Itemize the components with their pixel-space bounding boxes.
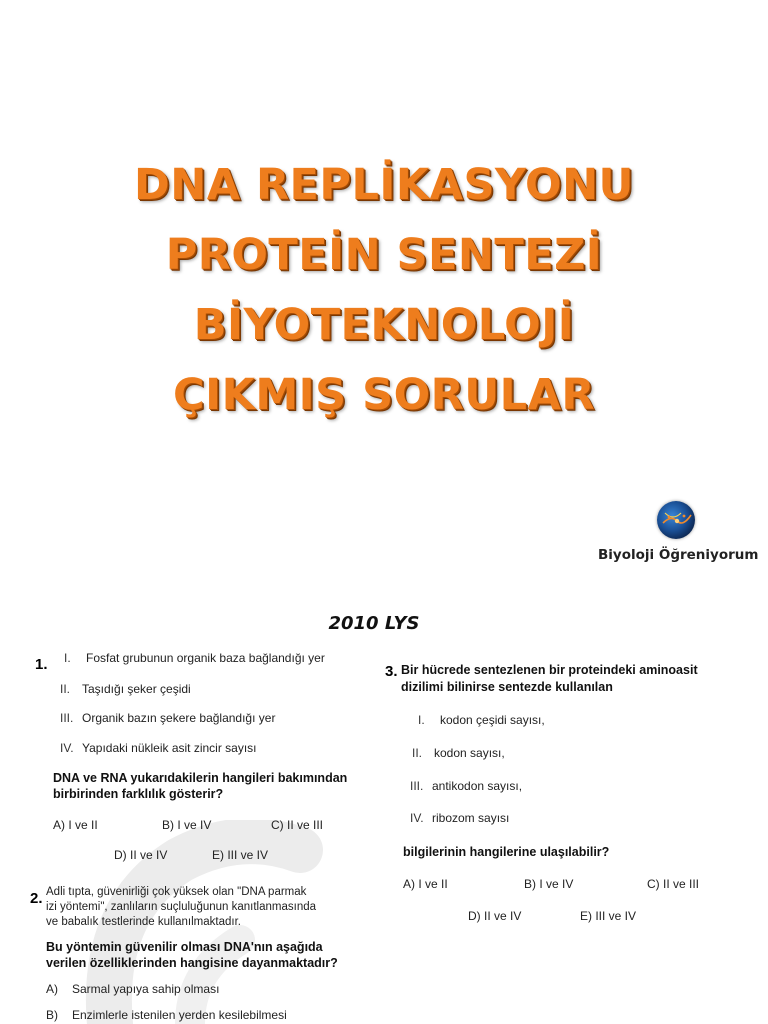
q3-intro-line-2: dizilimi bilinirse sentezde kullanılan bbox=[401, 680, 613, 694]
q3-item-4-roman: IV. bbox=[410, 811, 424, 825]
q1-option-c: C) II ve III bbox=[271, 818, 324, 832]
q2-option-a bbox=[46, 982, 219, 996]
q2-option-b-text: Enzimlerle istenilen yerden kesilebilmesi bbox=[72, 1008, 287, 1022]
title-line-3: BİYOTEKNOLOJİ bbox=[193, 300, 575, 350]
q2-option-a-letter: A) bbox=[46, 982, 58, 996]
q3-item-2-text: kodon sayısı, bbox=[434, 746, 505, 760]
q1-item-3-roman: III. bbox=[60, 711, 74, 725]
q1-question-line-1: DNA ve RNA yukarıdakilerin hangileri bakımından bbox=[53, 771, 348, 785]
title-line-2: PROTEİN SENTEZİ bbox=[165, 230, 603, 280]
q3-item-4-text: ribozom sayısı bbox=[432, 811, 510, 825]
q2-question-line-1: Bu yöntemin güvenilir olması DNA'nın aşağıda bbox=[46, 940, 323, 954]
q2-option-b bbox=[46, 1008, 287, 1022]
q3-item-1-text: kodon çeşidi sayısı, bbox=[440, 713, 545, 727]
q3-item-2 bbox=[412, 746, 505, 760]
q1-item-4-roman: IV. bbox=[60, 741, 74, 755]
slide-title bbox=[0, 150, 768, 430]
q3-item-2-roman: II. bbox=[412, 746, 423, 760]
q1-question-line-2: birbirinden farklılık gösterir? bbox=[53, 787, 224, 801]
title-line-1: DNA REPLİKASYONU bbox=[134, 160, 634, 210]
q1-item-2 bbox=[60, 682, 191, 696]
q3-item-3-text: antikodon sayısı, bbox=[432, 779, 523, 793]
q1-item-3 bbox=[60, 711, 275, 725]
q3-item-3 bbox=[410, 779, 522, 793]
q1-item-2-roman: II. bbox=[60, 682, 71, 696]
q3-option-d: D) II ve IV bbox=[468, 909, 522, 923]
q2-option-a-text: Sarmal yapıya sahip olması bbox=[72, 982, 220, 996]
q1-item-1-roman: I. bbox=[64, 651, 71, 665]
globe-icon bbox=[657, 501, 695, 539]
q1-item-1-text: Fosfat grubunun organik baza bağlandığı yer bbox=[86, 651, 325, 665]
q1-item-4 bbox=[60, 741, 257, 755]
q2-intro-line-1: Adli tıpta, güvenirliği çok yüksek olan "DNA parmak bbox=[46, 886, 307, 898]
q2-intro-line-3: ve babalık testlerinde kullanılmaktadır. bbox=[46, 916, 241, 928]
q3-item-1-roman: I. bbox=[418, 713, 425, 727]
q2-option-b-letter: B) bbox=[46, 1008, 58, 1022]
q3-option-a: A) I ve II bbox=[403, 877, 448, 891]
title-line-4: ÇIKMIŞ SORULAR bbox=[173, 370, 595, 420]
q3-question: bilgilerinin hangilerine ulaşılabilir? bbox=[403, 845, 610, 859]
section-title: 2010 LYS bbox=[328, 613, 420, 634]
q1-item-4-text: Yapıdaki nükleik asit zincir sayısı bbox=[82, 741, 257, 755]
q1-item-3-text: Organik bazın şekere bağlandığı yer bbox=[82, 711, 276, 725]
q3-item-1 bbox=[418, 713, 545, 727]
q1-item-2-text: Taşıdığı şeker çeşidi bbox=[82, 682, 191, 696]
q1-item-1 bbox=[64, 651, 325, 665]
q1-option-a: A) I ve II bbox=[53, 818, 98, 832]
q3-item-3-roman: III. bbox=[410, 779, 424, 793]
q1-option-b: B) I ve IV bbox=[162, 818, 212, 832]
q3-option-c: C) II ve III bbox=[647, 877, 700, 891]
q2-intro-line-2: izi yöntemi", zanlıların suçluluğunun kanıtlanmasında bbox=[46, 901, 317, 913]
q3-option-b: B) I ve IV bbox=[524, 877, 574, 891]
q3-option-e: E) III ve IV bbox=[580, 909, 637, 923]
q1-option-e: E) III ve IV bbox=[212, 848, 269, 862]
q1-option-d: D) II ve IV bbox=[114, 848, 168, 862]
question-2-number: 2. bbox=[30, 890, 43, 907]
q3-intro-line-1: Bir hücrede sentezlenen bir proteindeki aminoasit bbox=[401, 663, 698, 677]
question-3-number: 3. bbox=[385, 663, 398, 680]
question-1-number: 1. bbox=[35, 656, 48, 673]
q3-item-4 bbox=[410, 811, 509, 825]
q2-question-line-2: verilen özelliklerinden hangisine dayanmaktadır? bbox=[46, 956, 338, 970]
site-logo bbox=[598, 497, 763, 572]
logo-text: Biyoloji Öğreniyorum bbox=[598, 547, 759, 563]
